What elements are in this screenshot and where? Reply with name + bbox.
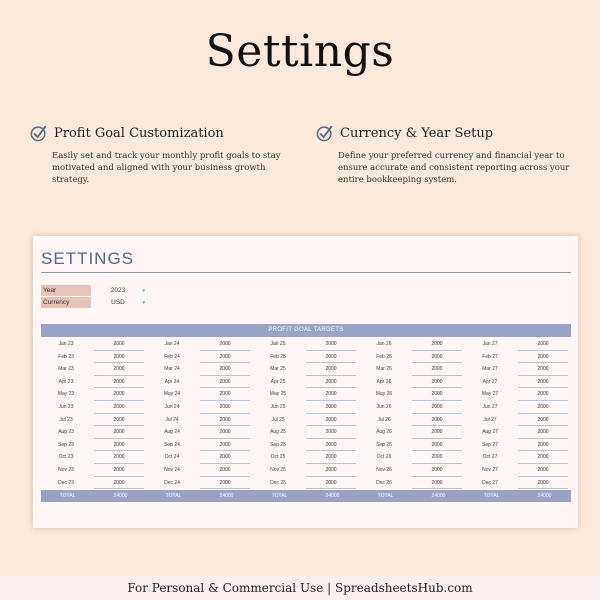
goal-value-cell[interactable]: 2000 <box>412 439 462 452</box>
year-setting <box>41 285 145 296</box>
table-row <box>41 351 571 364</box>
profit-goal-header: PROFIT GOAL TARGETS <box>41 324 571 337</box>
page-title: Settings <box>205 26 395 77</box>
goal-value-cell[interactable]: 2000 <box>306 363 356 376</box>
month-cell: Apr 24 <box>164 378 180 385</box>
goal-value-cell[interactable]: 2000 <box>306 376 356 389</box>
goal-value-cell[interactable]: 2000 <box>200 426 250 439</box>
month-cell: Jun 26 <box>376 403 392 410</box>
month-cell: Dec 26 <box>376 479 392 486</box>
table-row <box>41 439 571 452</box>
month-cell: Sep 25 <box>270 441 286 448</box>
month-cell: Apr 23 <box>58 378 74 385</box>
month-cell: Aug 25 <box>270 429 286 436</box>
goal-value-cell[interactable]: 2000 <box>306 426 356 439</box>
month-cell: Feb 23 <box>58 353 74 360</box>
year-select[interactable] <box>93 285 143 296</box>
month-cell: Aug 23 <box>58 429 74 436</box>
goal-value-cell[interactable]: 2000 <box>412 376 462 389</box>
currency-value: USD <box>111 299 125 306</box>
goal-value-cell[interactable]: 2000 <box>306 477 356 490</box>
month-cell: Jan 23 <box>58 341 74 347</box>
month-cell: Nov 25 <box>270 466 286 473</box>
goal-value-cell[interactable]: 2000 <box>412 363 462 376</box>
month-cell: Aug 27 <box>482 429 498 436</box>
check-circle-icon <box>30 124 48 142</box>
month-cell: Jul 23 <box>59 416 73 423</box>
month-cell: Oct 26 <box>376 454 392 461</box>
month-cell: May 26 <box>375 391 393 398</box>
sheet-title: SETTINGS <box>41 249 135 268</box>
goal-value-cell[interactable]: 2000 <box>306 401 356 414</box>
goal-value-cell[interactable]: 2000 <box>94 477 144 490</box>
month-cell: Mar 25 <box>270 366 286 373</box>
goal-value-cell[interactable]: 2000 <box>518 414 568 427</box>
check-circle-icon <box>316 124 334 142</box>
month-cell: Feb 25 <box>270 353 286 360</box>
feature-currency-year <box>316 124 570 186</box>
goal-value-cell[interactable]: 2000 <box>518 363 568 376</box>
goal-value-cell[interactable]: 2000 <box>94 414 144 427</box>
month-cell: Jul 27 <box>483 416 497 423</box>
month-cell: Oct 23 <box>58 454 74 461</box>
table-row <box>41 426 571 439</box>
dropdown-arrow-icon[interactable]: ▾ <box>142 300 145 306</box>
goal-value-cell[interactable]: 2000 <box>94 351 144 364</box>
profit-goal-grid <box>41 338 571 489</box>
goal-value-cell[interactable]: 2000 <box>412 464 462 477</box>
month-cell: Jan 26 <box>376 341 392 347</box>
month-cell: Oct 25 <box>270 454 286 461</box>
month-cell: Jan 24 <box>164 341 180 347</box>
feature-title: Profit Goal Customization <box>54 125 224 141</box>
month-cell: Apr 26 <box>376 378 392 385</box>
goal-value-cell[interactable]: 2000 <box>518 376 568 389</box>
goal-value-cell[interactable]: 2000 <box>200 451 250 464</box>
footer: For Personal & Commercial Use | SpreadsheetsHub.com <box>0 576 600 600</box>
year-value: 2023 <box>110 287 126 294</box>
feature-description: Define your preferred currency and financial year to ensure accurate and consistent reporting across your entire bookkeeping system. <box>338 151 570 185</box>
month-cell: Oct 24 <box>164 454 180 461</box>
table-row <box>41 414 571 427</box>
table-row <box>41 376 571 389</box>
month-cell: Jul 25 <box>271 416 285 423</box>
goal-value-cell[interactable]: 2000 <box>200 401 250 414</box>
goal-value-cell[interactable]: 2000 <box>200 439 250 452</box>
month-cell: Nov 23 <box>58 466 74 473</box>
goal-value-cell[interactable]: 2000 <box>94 401 144 414</box>
goal-value-cell[interactable]: 2000 <box>412 426 462 439</box>
goal-value-cell[interactable]: 2000 <box>200 363 250 376</box>
month-cell: Jan 25 <box>270 341 286 347</box>
goal-value-cell[interactable]: 2000 <box>200 414 250 427</box>
month-cell: Dec 27 <box>482 479 498 486</box>
month-cell: Apr 25 <box>270 378 286 385</box>
settings-sheet <box>33 236 578 528</box>
goal-value-cell[interactable]: 2000 <box>306 464 356 477</box>
total-label: TOTAL <box>59 493 76 499</box>
month-cell: Jul 26 <box>377 416 391 423</box>
table-row <box>41 388 571 401</box>
total-label: TOTAL <box>483 493 500 499</box>
currency-setting <box>41 297 145 308</box>
table-row <box>41 477 571 490</box>
month-cell: Dec 24 <box>164 479 180 486</box>
month-cell: Jun 23 <box>58 403 74 410</box>
total-row <box>41 490 571 502</box>
month-cell: Feb 27 <box>482 353 498 360</box>
goal-value-cell[interactable]: 2000 <box>306 451 356 464</box>
goal-value-cell[interactable]: 2000 <box>518 351 568 364</box>
goal-value-cell[interactable]: 2000 <box>518 477 568 490</box>
table-row <box>41 401 571 414</box>
goal-value-cell[interactable]: 2000 <box>306 338 356 351</box>
month-cell: Jun 25 <box>270 403 286 410</box>
month-cell: Aug 26 <box>376 429 392 436</box>
goal-value-cell[interactable]: 2000 <box>306 414 356 427</box>
month-cell: May 27 <box>481 391 499 398</box>
month-cell: Aug 24 <box>164 429 180 436</box>
goal-value-cell[interactable]: 2000 <box>94 451 144 464</box>
goal-value-cell[interactable]: 2000 <box>518 451 568 464</box>
total-value: 24000 <box>113 493 128 499</box>
month-cell: Mar 27 <box>482 366 498 373</box>
total-label: TOTAL <box>377 493 394 499</box>
goal-value-cell[interactable]: 2000 <box>200 477 250 490</box>
goal-value-cell[interactable]: 2000 <box>306 388 356 401</box>
total-label: TOTAL <box>165 493 182 499</box>
goal-value-cell[interactable]: 2000 <box>518 439 568 452</box>
month-cell: Mar 23 <box>58 366 74 373</box>
month-cell: Dec 23 <box>58 479 74 486</box>
goal-value-cell[interactable]: 2000 <box>94 338 144 351</box>
goal-value-cell[interactable]: 2000 <box>412 414 462 427</box>
table-row <box>41 451 571 464</box>
month-cell: Apr 27 <box>482 378 498 385</box>
table-row <box>41 363 571 376</box>
month-cell: Dec 25 <box>270 479 286 486</box>
month-cell: Jul 24 <box>165 416 179 423</box>
goal-value-cell[interactable]: 2000 <box>412 351 462 364</box>
goal-value-cell[interactable]: 2000 <box>200 376 250 389</box>
dropdown-arrow-icon[interactable]: ▾ <box>142 288 145 294</box>
month-cell: Jun 27 <box>482 403 498 410</box>
feature-title: Currency & Year Setup <box>340 125 494 141</box>
table-row <box>41 338 571 351</box>
month-cell: Feb 24 <box>164 353 180 360</box>
goal-value-cell[interactable]: 2000 <box>518 464 568 477</box>
total-value: 24000 <box>431 493 446 499</box>
total-value: 24000 <box>537 493 552 499</box>
goal-value-cell[interactable]: 2000 <box>412 388 462 401</box>
month-cell: Sep 23 <box>58 441 74 448</box>
goal-value-cell[interactable]: 2000 <box>94 363 144 376</box>
feature-profit-goal <box>30 124 280 186</box>
goal-value-cell[interactable]: 2000 <box>94 388 144 401</box>
month-cell: Mar 24 <box>164 366 180 373</box>
goal-value-cell[interactable]: 2000 <box>412 401 462 414</box>
total-value: 24000 <box>325 493 340 499</box>
month-cell: Jan 27 <box>482 341 498 347</box>
month-cell: Nov 24 <box>164 466 180 473</box>
month-cell: May 23 <box>57 391 75 398</box>
goal-value-cell[interactable]: 2000 <box>94 426 144 439</box>
goal-value-cell[interactable]: 2000 <box>200 388 250 401</box>
year-label: Year <box>41 285 91 296</box>
month-cell: Sep 24 <box>164 441 180 448</box>
month-cell: Mar 26 <box>376 366 392 373</box>
total-label: TOTAL <box>271 493 288 499</box>
goal-value-cell[interactable]: 2000 <box>412 477 462 490</box>
goal-value-cell[interactable]: 2000 <box>412 338 462 351</box>
goal-value-cell[interactable]: 2000 <box>200 351 250 364</box>
goal-value-cell[interactable]: 2000 <box>306 439 356 452</box>
month-cell: Nov 27 <box>482 466 498 473</box>
goal-value-cell[interactable]: 2000 <box>518 426 568 439</box>
table-row <box>41 464 571 477</box>
goal-value-cell[interactable]: 2000 <box>200 338 250 351</box>
month-cell: May 24 <box>163 391 181 398</box>
goal-value-cell[interactable]: 2000 <box>518 401 568 414</box>
goal-value-cell[interactable]: 2000 <box>94 376 144 389</box>
currency-label: Currency <box>41 297 91 308</box>
goal-value-cell[interactable]: 2000 <box>306 351 356 364</box>
goal-value-cell[interactable]: 2000 <box>518 388 568 401</box>
goal-value-cell[interactable]: 2000 <box>94 464 144 477</box>
goal-value-cell[interactable]: 2000 <box>412 451 462 464</box>
goal-value-cell[interactable]: 2000 <box>518 338 568 351</box>
goal-value-cell[interactable]: 2000 <box>94 439 144 452</box>
goal-value-cell[interactable]: 2000 <box>200 464 250 477</box>
month-cell: Sep 27 <box>482 441 498 448</box>
month-cell: Feb 26 <box>376 353 392 360</box>
month-cell: Jun 24 <box>164 403 180 410</box>
month-cell: Sep 26 <box>376 441 392 448</box>
total-value: 24000 <box>219 493 234 499</box>
currency-select[interactable] <box>93 297 143 308</box>
month-cell: May 25 <box>269 391 287 398</box>
month-cell: Nov 26 <box>376 466 392 473</box>
title-divider <box>41 272 571 273</box>
month-cell: Oct 27 <box>482 454 498 461</box>
feature-description: Easily set and track your monthly profit goals to stay motivated and aligned with your business growth strategy. <box>52 151 281 185</box>
